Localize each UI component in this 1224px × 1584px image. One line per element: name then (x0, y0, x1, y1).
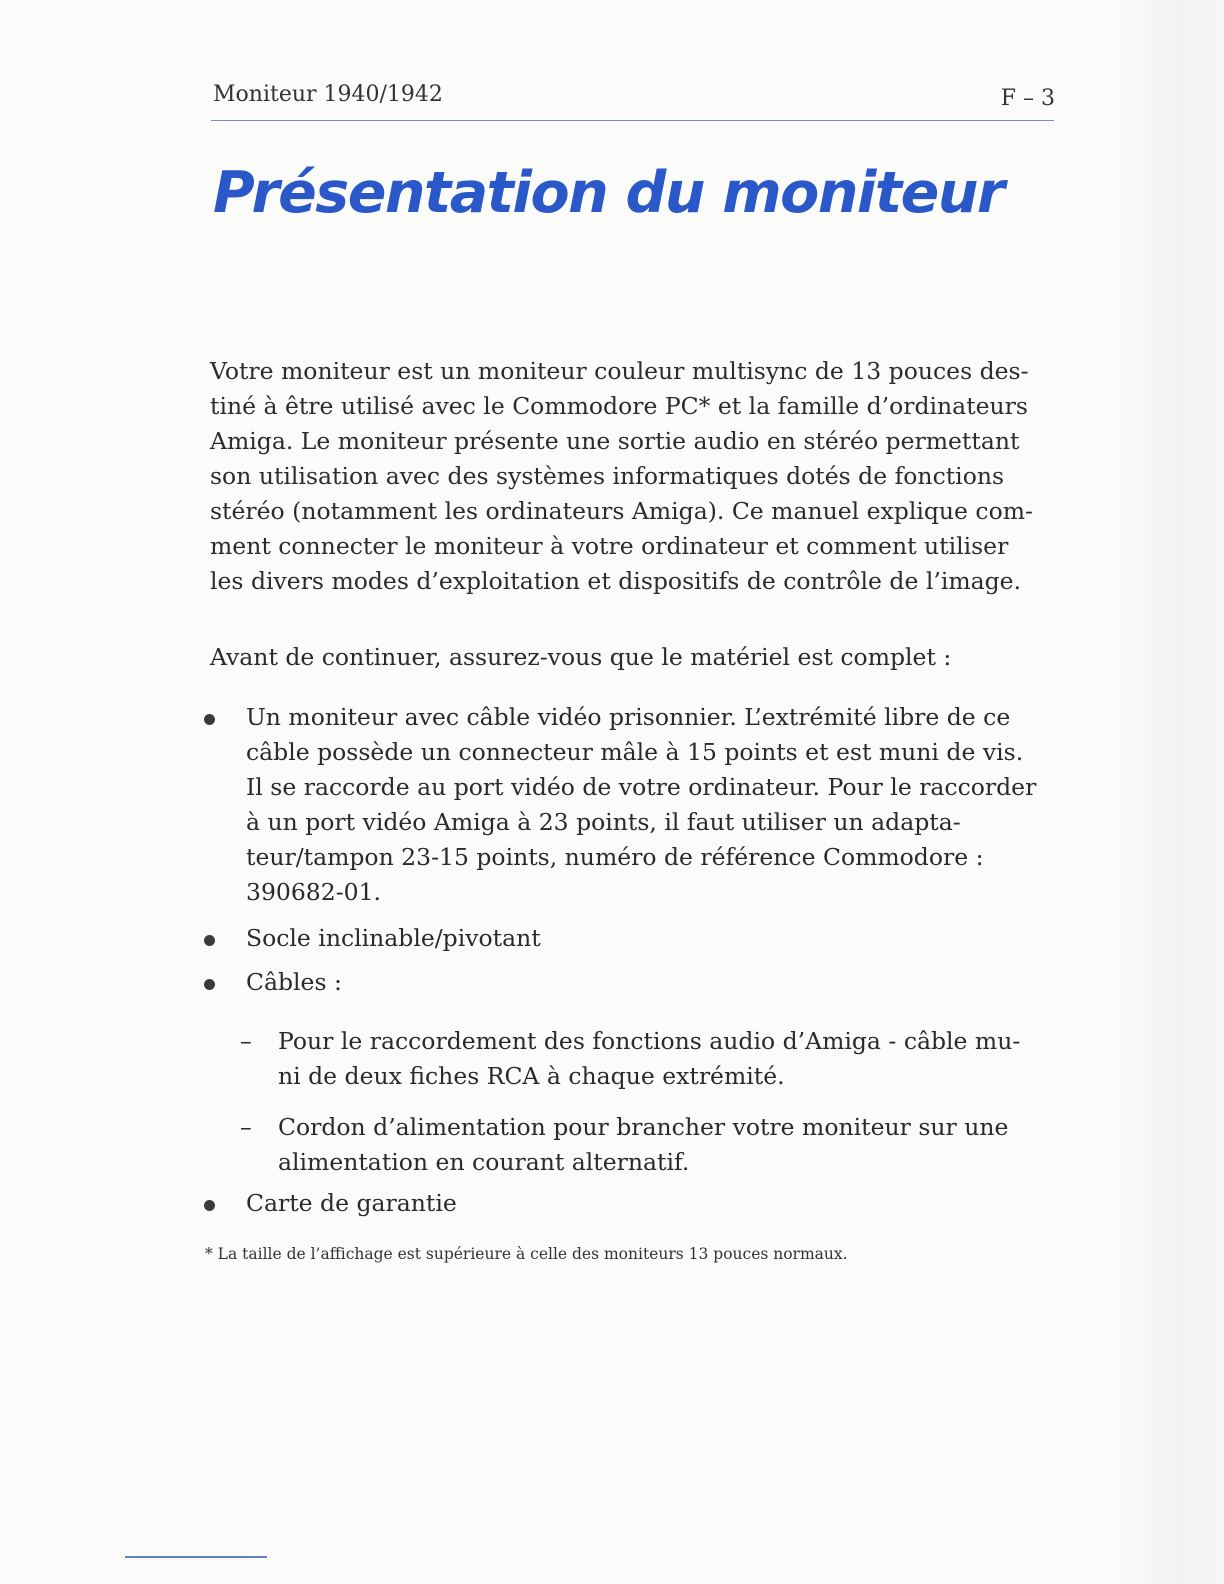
paragraph-line: Votre moniteur est un moniteur couleur multisync de 13 pouces des- (210, 357, 1029, 385)
bullet-icon (204, 1200, 215, 1211)
footer-rule (125, 1556, 267, 1558)
running-header (213, 80, 1055, 120)
paragraph-line: tiné à être utilisé avec le Commodore PC* et la famille d’ordinateurs (210, 392, 1028, 420)
item-line: ni de deux fiches RCA à chaque extrémité. (278, 1062, 785, 1090)
item-line: 390682-01. (246, 878, 382, 906)
paragraph-line: stéréo (notamment les ordinateurs Amiga). Ce manuel explique com- (210, 497, 1033, 525)
item-line: Un moniteur avec câble vidéo prisonnier. L’extrémité libre de ce (246, 703, 1011, 731)
paragraph-line: Amiga. Le moniteur présente une sortie audio en stéréo permettant (210, 427, 1020, 455)
page-title: Présentation du moniteur (213, 160, 1004, 226)
bullet-icon (204, 979, 215, 990)
bullet-icon (204, 714, 215, 725)
dash-icon: – (240, 1027, 252, 1055)
paragraph-line: les divers modes d’exploitation et dispositifs de contrôle de l’image. (210, 567, 1022, 595)
page-edge-shadow (1114, 0, 1224, 1584)
item-line: teur/tampon 23-15 points, numéro de référence Commodore : (246, 843, 984, 871)
paragraph-line: son utilisation avec des systèmes informatiques dotés de fonctions (210, 462, 1005, 490)
header-document-title: Moniteur 1940/1942 (213, 82, 443, 107)
header-rule (211, 120, 1054, 121)
item-line: Il se raccorde au port vidéo de votre ordinateur. Pour le raccorder (246, 773, 1037, 801)
item-line: Câbles : (246, 968, 342, 996)
header-page-number: F – 3 (1000, 86, 1055, 111)
item-line: Socle inclinable/pivotant (246, 924, 541, 952)
paragraph-line: ment connecter le moniteur à votre ordinateur et comment utiliser (210, 532, 1009, 560)
item-line: alimentation en courant alternatif. (278, 1148, 690, 1176)
item-line: Carte de garantie (246, 1189, 457, 1217)
footnote: * La taille de l’affichage est supérieure à celle des moniteurs 13 pouces normaux. (205, 1245, 848, 1263)
item-line: Cordon d’alimentation pour brancher votre moniteur sur une (278, 1113, 1009, 1141)
item-line: câble possède un connecteur mâle à 15 points et est muni de vis. (246, 738, 1024, 766)
checklist-intro: Avant de continuer, assurez-vous que le matériel est complet : (210, 643, 952, 671)
item-line: à un port vidéo Amiga à 23 points, il faut utiliser un adapta- (246, 808, 961, 836)
item-line: Pour le raccordement des fonctions audio d’Amiga - câble mu- (278, 1027, 1021, 1055)
bullet-icon (204, 935, 215, 946)
dash-icon: – (240, 1113, 252, 1141)
intro-paragraph (210, 354, 1050, 599)
